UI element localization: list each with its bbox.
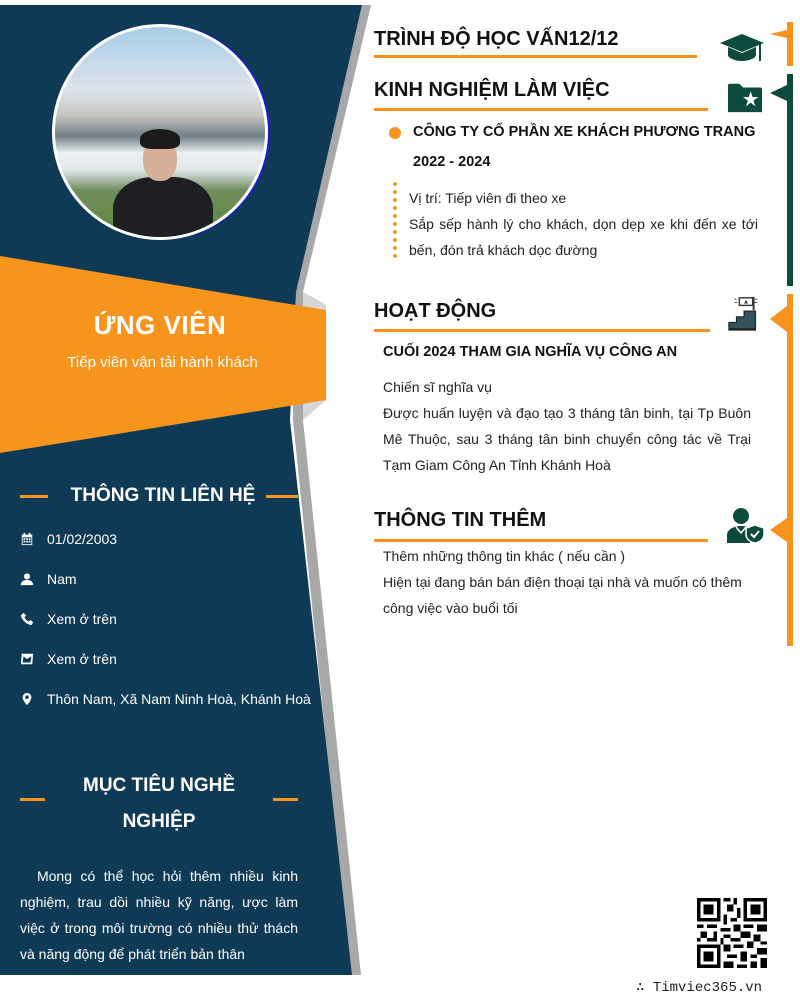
- objective-heading: [48, 768, 270, 840]
- profile-photo: [52, 24, 268, 240]
- experience-company: CÔNG TY CỔ PHẦN XE KHÁCH PHƯƠNG TRANG: [413, 124, 756, 140]
- activity-line: Được huấn luyện và đạo tạo 3 tháng tân binh, tại Tp Buôn Mê Thuộc, sau 3 tháng tân binh chuyển công tác về Trại Tạm Giam Công An Tỉnh Khánh Hoà: [383, 405, 751, 473]
- activity-description: [383, 374, 751, 478]
- timeline-bullet: [389, 127, 401, 139]
- education-title: TRÌNH ĐỘ HỌC VẤN12/12: [374, 28, 619, 50]
- experience-title: KINH NGHIỆM LÀM VIỆC: [374, 79, 610, 101]
- contact-gender: [20, 569, 77, 589]
- additional-description: [383, 543, 753, 621]
- candidate-role: Tiếp viên vận tải hành khách: [67, 354, 258, 371]
- user-shield-icon: [726, 507, 766, 543]
- activities-title: HOẠT ĐỘNG: [374, 300, 497, 322]
- user-icon: [20, 572, 47, 586]
- activity-title: CUỐI 2024 THAM GIA NGHĨA VỤ CÔNG AN: [383, 344, 678, 360]
- additional-line: Hiện tại đang bán bán điện thoại tại nhà và muốn có thêm công việc vào buổi tối: [383, 574, 742, 616]
- timeline-dots: [393, 180, 397, 262]
- experience-line: Sắp sếp hành lý cho khách, dọn dẹp xe khi đến xe tới bến, đón trả khách dọc đường: [409, 216, 758, 258]
- calendar-icon: [20, 532, 47, 546]
- contact-value: 01/02/2003: [47, 531, 118, 547]
- section-underline: [374, 329, 710, 332]
- objective-heading-line2: NGHIỆP: [122, 811, 196, 832]
- experience-years: 2022 - 2024: [413, 154, 491, 170]
- contact-value: Nam: [47, 571, 77, 587]
- objective-heading-line1: MỤC TIÊU NGHỀ: [83, 775, 235, 796]
- location-icon: [20, 692, 47, 706]
- activity-line: Chiến sĩ nghĩa vụ: [383, 379, 492, 395]
- heading-dash-left: [20, 495, 48, 498]
- photo-figure-body: [113, 177, 213, 240]
- folder-star-icon: [725, 80, 765, 114]
- email-icon: [20, 652, 47, 666]
- heading-dash-right: [266, 495, 298, 498]
- objective-text: Mong có thể học hỏi thêm nhiều kinh nghiệm, trau dồi nhiều kỹ năng, ược làm việc ở trong môi trường có nhiều thử thách và năng động để phát triển bản thân: [20, 868, 298, 962]
- contact-value: Thôn Nam, Xã Nam Ninh Hoà, Khánh Hoà: [47, 691, 311, 707]
- brand-watermark: ∴ Timviec365.vn: [636, 980, 763, 996]
- contact-address: [20, 689, 311, 709]
- stairs-flag-icon: [727, 294, 765, 332]
- heading-dash-left: [20, 798, 45, 801]
- additional-line: Thêm những thông tin khác ( nếu cần ): [383, 548, 626, 564]
- contact-value: Xem ở trên: [47, 651, 117, 667]
- photo-figure-hair: [140, 129, 180, 149]
- candidate-name: ỨNG VIÊN: [93, 310, 227, 340]
- section-underline: [374, 108, 708, 111]
- experience-line: Vị trí: Tiếp viên đi theo xe: [409, 190, 567, 206]
- contact-email: [20, 649, 117, 669]
- heading-dash-right: [273, 798, 298, 801]
- section-underline: [374, 539, 708, 542]
- contact-phone: [20, 609, 117, 629]
- contact-value: Xem ở trên: [47, 611, 117, 627]
- phone-icon: [20, 612, 47, 626]
- qr-code: [697, 898, 767, 968]
- additional-title: THÔNG TIN THÊM: [374, 509, 547, 531]
- contact-heading: THÔNG TIN LIÊN HỆ: [70, 485, 256, 506]
- graduation-cap-icon: [720, 32, 764, 64]
- contact-birthdate: [20, 529, 117, 549]
- experience-description: [409, 185, 758, 263]
- section-underline: [374, 55, 697, 58]
